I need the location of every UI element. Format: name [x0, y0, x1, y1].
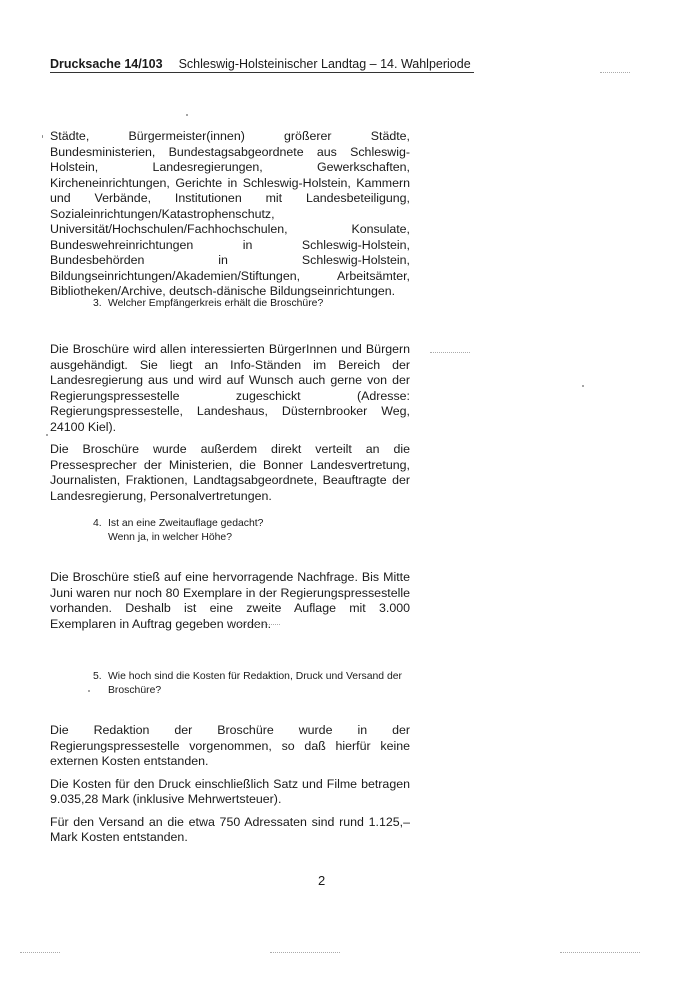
scan-artifact	[20, 952, 60, 953]
question-text	[108, 297, 413, 311]
document-number: Drucksache 14/103	[50, 57, 163, 71]
question-line: Wenn ja, in welcher Höhe?	[108, 531, 232, 543]
question-5	[93, 670, 413, 697]
header-rule	[50, 72, 474, 73]
question-line: Ist an eine Zweitauflage gedacht?	[108, 518, 264, 529]
question-number: 5.	[93, 671, 102, 682]
answer-paragraph: Die Broschüre wurde außerdem direkt verteilt an die Pressesprecher der Ministerien, die Bonner Landesvertretung, Journalisten, Fraktionen, Landtagsabgeordnete, Beauftragte der Landesregierung, Personalvertretungen.	[50, 442, 410, 503]
question-4	[93, 517, 413, 544]
question-line: Welcher Empfängerkreis erhält die Broschüre?	[108, 298, 324, 309]
question-number: 3.	[93, 298, 102, 309]
question-line: Broschüre?	[108, 684, 162, 696]
scan-speck	[42, 135, 43, 138]
scan-artifact	[240, 624, 280, 625]
question-3	[93, 297, 413, 311]
answer-paragraph: Die Redaktion der Broschüre wurde in der Regierungspressestelle vorgenommen, so daß hierfür keine externen Kosten entstanden.	[50, 723, 410, 768]
scan-speck	[88, 690, 90, 692]
question-text	[108, 517, 413, 544]
question-text	[108, 670, 413, 697]
recipients-paragraph	[50, 129, 410, 300]
parliament-name: Schleswig-Holsteinischer Landtag – 14. Wahlperiode	[178, 57, 471, 71]
scan-artifact	[600, 72, 630, 73]
answer-paragraph: Die Kosten für den Druck einschließlich Satz und Filme betragen 9.035,28 Mark (inklusive Mehrwertsteuer).	[50, 776, 410, 806]
question-number: 4.	[93, 518, 102, 529]
answer-4	[50, 570, 410, 632]
page-header	[50, 56, 470, 72]
answer-paragraph: Die Broschüre wird allen interessierten BürgerInnen und Bürgern ausgehändigt. Sie liegt an Info-Ständen im Bereich der Landesregierung aus und wird auf Wunsch auch gerne von der Regierungspressestelle zugeschickt (Adresse: Regierungspressestelle, Landeshaus, Düsternbrooker Weg, 24100 Kiel).	[50, 342, 410, 434]
answer-paragraph: Die Broschüre stieß auf eine hervorragende Nachfrage. Bis Mitte Juni waren nur noch 80 Exemplare in der Regierungspressestelle vorhanden. Deshalb ist eine zweite Auflage mit 3.000 Exemplaren in Auftrag gegeben worden.	[50, 570, 410, 631]
scan-artifact	[270, 952, 340, 953]
question-line: Wie hoch sind die Kosten für Redaktion, Druck und Versand der	[108, 671, 402, 682]
scan-artifact	[430, 352, 470, 353]
recipients-text: Städte, Bürgermeister(innen) größerer Städte, Bundesministerien, Bundestagsabgeordnete aus Schleswig-Holstein, Landesregierungen, Gewerkschaften, Kircheneinrichtungen, Gerichte in Schleswig-Holstein, Kammern und Verbände, Institutionen mit Landesbeteiligung, Sozialeinrichtungen/Katastrophenschutz, Universität/Hochschulen/Fachhochschulen, Konsulate, Bundeswehreinrichtungen in Schleswig-Holstein, Bundesbehörden in Schleswig-Holstein, Bildungseinrichtungen/Akademien/Stiftungen, Arbeitsämter, Bibliotheken/Archive, deutsch-dänische Bildungseinrichtungen.	[50, 129, 410, 298]
scan-artifact	[560, 952, 640, 953]
answer-3	[50, 342, 410, 504]
scan-speck	[186, 114, 188, 116]
answer-5	[50, 723, 410, 846]
answer-paragraph: Für den Versand an die etwa 750 Adressaten sind rund 1.125,– Mark Kosten entstanden.	[50, 814, 410, 844]
page-number: 2	[318, 873, 326, 888]
scan-speck	[46, 434, 48, 436]
scan-speck	[582, 385, 584, 387]
